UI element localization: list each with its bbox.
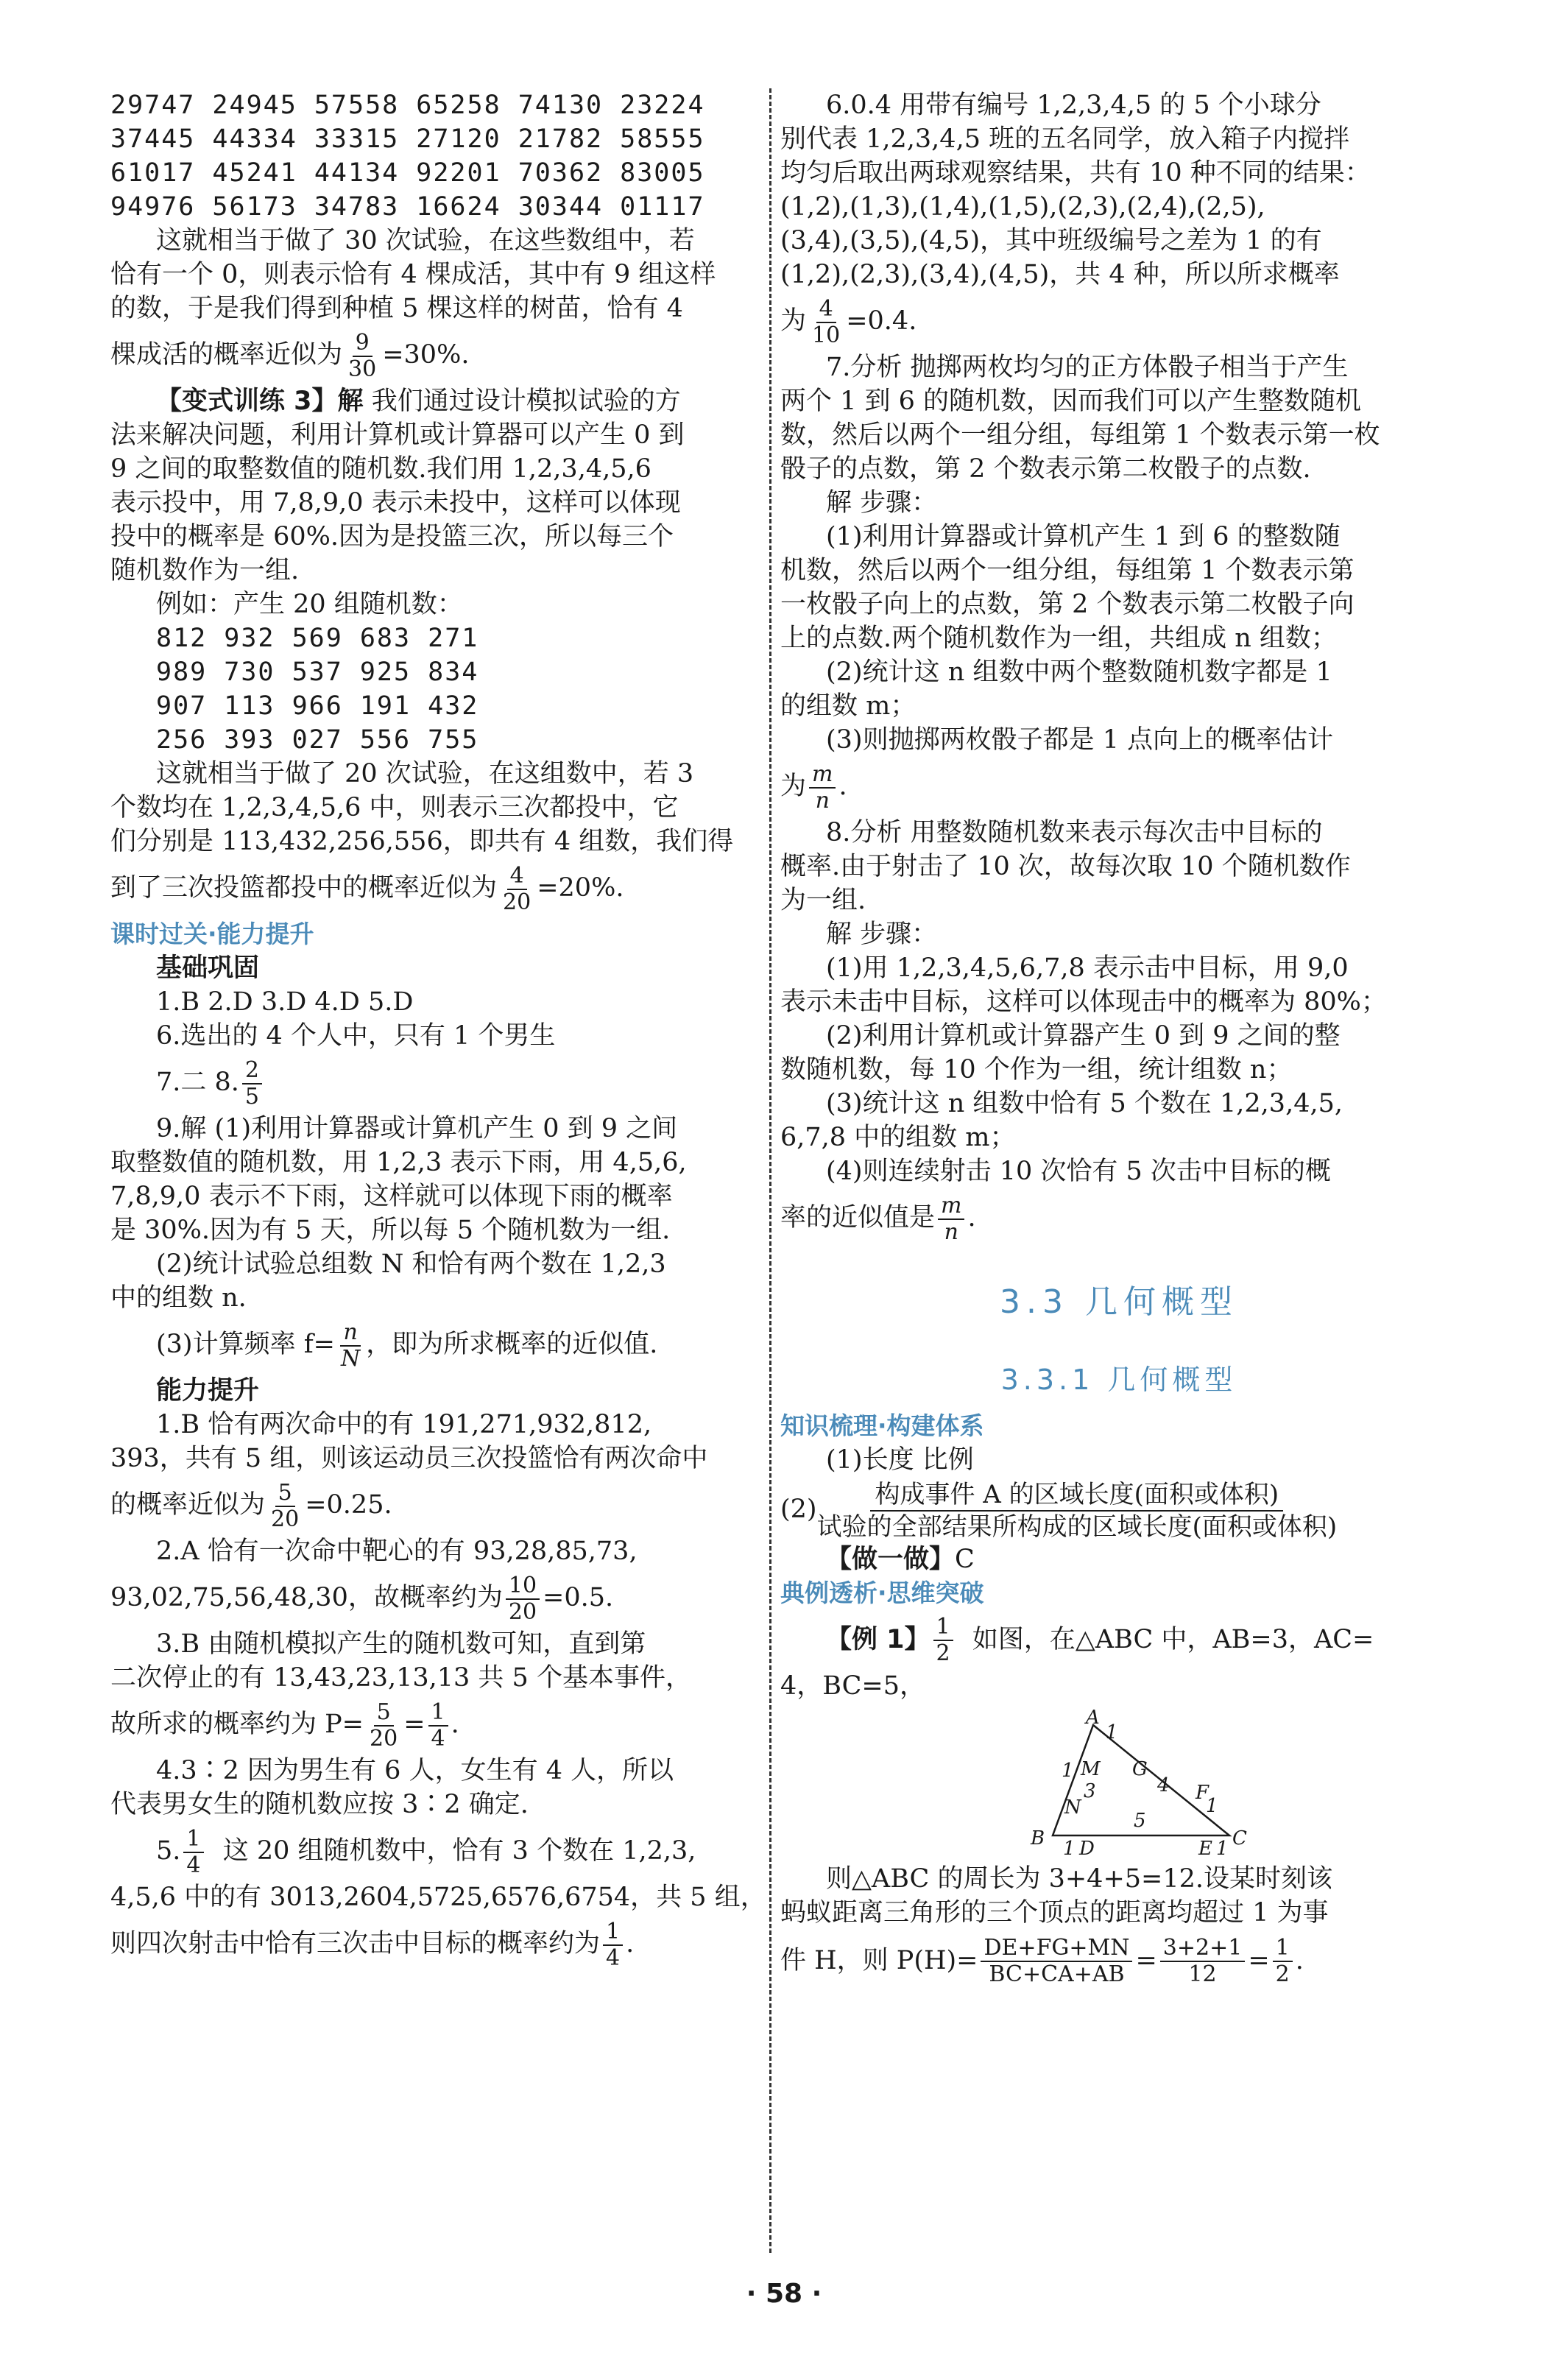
text-line: 两个 1 到 6 的随机数，因而我们可以产生整数随机 [780, 387, 1362, 416]
chapter-title: 3.3 几何概型 [1000, 1283, 1238, 1321]
fraction: $\frac{4}{10}$ [812, 295, 841, 348]
text-line: 这就相当于做了 30 次试验，在这些数组中，若 [156, 226, 695, 255]
text-line: 棵成活的概率近似为 $\frac{9}{30}$ =30%. [110, 329, 470, 382]
segment-label: 1 [1106, 1721, 1118, 1743]
segment-label: 1 [1063, 1837, 1076, 1860]
text-line: 一枚骰子向上的点数，第 2 个数表示第二枚骰子向 [780, 590, 1355, 619]
text-line: 故所求的概率约为 P= $\frac{5}{20}$ = $\frac{1}{4}$ . [110, 1699, 459, 1752]
text-line: 法来解决问题，利用计算机或计算器可以产生 0 到 [110, 420, 685, 450]
text-line: 【例 1】 $\frac{1}{2}$ 如图，在△ABC 中，AB=3，AC= [826, 1614, 1374, 1666]
text-line: 个数均在 1,2,3,4,5,6 中，则表示三次都投中，它 [110, 793, 679, 822]
point-label-g: G [1132, 1757, 1148, 1780]
text-line: 【做一做】C [826, 1544, 975, 1574]
random-number-row: 37445 44334 33315 27120 21782 58555 [110, 124, 705, 154]
point-label-m: M [1081, 1757, 1101, 1780]
text-line: 恰有一个 0，则表示恰有 4 棵成活，其中有 9 组这样 [110, 260, 716, 289]
text-line: 4.3∶2 因为男生有 6 人，女生有 4 人，所以 [156, 1756, 674, 1785]
text-line: (4)则连续射击 10 次恰有 5 次击中目标的概 [826, 1157, 1331, 1186]
text-line: 6.0.4 用带有编号 1,2,3,4,5 的 5 个小球分 [826, 91, 1321, 120]
text-line: 解 步骤： [826, 920, 938, 949]
formula-line: (2) 构成事件 A 的区域长度(面积或体积) 试验的全部结果所构成的区域长度(面积或体积) [780, 1479, 1338, 1542]
text-line: (2)统计试验总组数 N 和恰有两个数在 1,2,3 [156, 1249, 666, 1279]
text-line: 4,5,6 中的有 3013,2604,5725,6576,6754，共 5 组， [110, 1883, 766, 1912]
fraction: $\frac{5}{20}$ [271, 1479, 300, 1532]
text-line: 蚂蚁距离三角形的三个顶点的距离均超过 1 为事 [780, 1897, 1329, 1928]
text-line: 的数，于是我们得到种植 5 棵这样的树苗，恰有 4 [110, 294, 683, 323]
text-line: (3)统计这 n 组数中恰有 5 个数在 1,2,3,4,5, [826, 1089, 1343, 1118]
text-line: 二次停止的有 13,43,23,13,13 共 5 个基本事件， [110, 1663, 691, 1693]
text-line: 别代表 1,2,3,4,5 班的五名同学，放入箱子内搅拌 [780, 124, 1350, 154]
text-line: (1)利用计算器或计算机产生 1 到 6 的整数随 [826, 522, 1341, 551]
text-line: 投中的概率是 60%.因为是投篮三次，所以每三个 [110, 522, 674, 551]
fraction: $\frac{DE+FG+MN}{BC+CA+AB}$ [981, 1936, 1132, 1987]
text-line: 7.分析 抛掷两枚均匀的正方体骰子相当于产生 [826, 353, 1349, 382]
text-line: 上的点数.两个随机数作为一组，共组成 n 组数； [780, 624, 1337, 653]
text-line: 4，BC=5， [780, 1671, 926, 1701]
text-line: 们分别是 113,432,256,556，即共有 4 组数，我们得 [110, 827, 734, 856]
section-title: 3.3.1 几何概型 [1000, 1364, 1237, 1396]
section-heading: 典例透析·思维突破 [780, 1578, 984, 1607]
text-line: 数随机数，每 10 个作为一组，统计组数 n； [780, 1055, 1293, 1085]
fraction: $\frac{5}{20}$ [370, 1699, 398, 1752]
right-column [780, 88, 1458, 1992]
subsection-heading: 能力提升 [156, 1376, 260, 1406]
text-line: 393，共有 5 组，则该运动员三次投篮恰有两次命中 [110, 1444, 708, 1473]
text-line: 这就相当于做了 20 次试验，在这组数中，若 3 [156, 759, 694, 789]
vertex-label-a: A [1086, 1706, 1100, 1729]
random-number-row: 29747 24945 57558 65258 74130 23224 [110, 91, 705, 120]
text-line: 的组数 m； [780, 691, 917, 721]
text-line: 骰子的点数，第 2 个数表示第二枚骰子的点数. [780, 454, 1311, 484]
text-line: 取整数值的随机数，用 1,2,3 表示下雨，用 4,5,6, [110, 1148, 687, 1177]
answer-line: 6.选出的 4 个人中，只有 1 个男生 [156, 1021, 556, 1051]
fraction: $\frac{10}{20}$ [506, 1573, 540, 1625]
fraction: 构成事件 A 的区域长度(面积或体积) 试验的全部结果所构成的区域长度(面积或体积) [816, 1479, 1338, 1542]
random-number-row: 94976 56173 34783 16624 30344 01117 [110, 192, 705, 222]
vertex-label-b: B [1031, 1827, 1045, 1849]
random-number-row: 812 932 569 683 271 [156, 624, 479, 653]
text-line: (3)计算频率 f= $\frac{n}{N}$ ，即为所求概率的近似值. [156, 1319, 658, 1372]
text-line: 数，然后以两个一组分组，每组第 1 个数表示第一枚 [780, 420, 1380, 450]
text-line: 6,7,8 中的组数 m； [780, 1123, 1016, 1152]
segment-label: 1 [1062, 1759, 1074, 1782]
text-line: 例如：产生 20 组随机数： [156, 590, 463, 619]
text-line: 率的近似值是 $\frac{m}{n}$ . [780, 1192, 976, 1245]
text-line: 为 $\frac{4}{10}$ =0.4. [780, 295, 917, 348]
section-heading: 知识梳理·构建体系 [780, 1411, 984, 1440]
point-label-d: D [1079, 1837, 1095, 1860]
text-line: 2.A 恰有一次命中靶心的有 93,28,85,73, [156, 1537, 638, 1566]
point-label-n: N [1064, 1796, 1081, 1819]
fraction: $\frac{3+2+1}{12}$ [1160, 1936, 1246, 1987]
text-line: 【变式训练 3】解 我们通过设计模拟试验的方 [156, 387, 681, 416]
text-line: 代表男女生的随机数应按 3∶2 确定. [110, 1790, 529, 1819]
text-line: 5. $\frac{1}{4}$ 这 20 组随机数中，恰有 3 个数在 1,2,3, [156, 1825, 696, 1878]
text-line: 概率.由于射击了 10 次，故每次取 10 个随机数作 [780, 852, 1351, 881]
text-line: 9 之间的取整数值的随机数.我们用 1,2,3,4,5,6 [110, 454, 651, 484]
text-line: 到了三次投篮都投中的概率近似为 $\frac{4}{20}$ =20%. [110, 862, 624, 915]
random-number-row: 61017 45241 44134 92201 70362 83005 [110, 158, 705, 188]
fraction: $\frac{m}{n}$ [809, 762, 836, 814]
segment-label: 1 [1206, 1794, 1218, 1817]
segment-label: 5 [1134, 1809, 1146, 1832]
answer-line: 7.二 8. $\frac{2}{5}$ [110, 1053, 758, 1112]
subsection-heading: 基础巩固 [156, 953, 260, 983]
text-line: 7,8,9,0 表示不下雨，这样就可以体现下雨的概率 [110, 1182, 673, 1211]
text-line: 解 步骤： [826, 488, 938, 518]
text-line: (3,4),(3,5),(4,5)，其中班级编号之差为 1 的有 [780, 226, 1322, 255]
text-line: 则四次射击中恰有三次击中目标的概率约为 $\frac{1}{4}$ . [110, 1918, 635, 1971]
random-number-row: 989 730 537 925 834 [156, 657, 479, 687]
triangle-diagram [1023, 1706, 1247, 1860]
segment-label: 4 [1157, 1774, 1170, 1796]
text-line: (2)统计这 n 组数中两个整数随机数字都是 1 [826, 657, 1332, 687]
text-line: (1)长度 比例 [826, 1445, 974, 1475]
text-line: 1.B 恰有两次命中的有 191,271,932,812, [156, 1410, 652, 1439]
text-line: (1,2),(2,3),(3,4),(4,5)，共 4 种，所以所求概率 [780, 260, 1340, 289]
fraction: $\frac{2}{5}$ [242, 1058, 262, 1110]
text-line: 为一组. [780, 886, 866, 915]
fraction: $\frac{4}{20}$ [503, 862, 532, 915]
text-line: (2)利用计算机或计算器产生 0 到 9 之间的整 [826, 1021, 1341, 1051]
segment-label: 3 [1084, 1780, 1096, 1802]
random-number-row: 907 113 966 191 432 [156, 691, 479, 721]
text-line: 是 30%.因为有 5 天，所以每 5 个随机数为一组. [110, 1216, 671, 1245]
point-label-f: F [1196, 1781, 1209, 1804]
section-heading: 课时过关·能力提升 [110, 920, 314, 948]
text-line: 3.B 由随机模拟产生的随机数可知，直到第 [156, 1629, 646, 1659]
vertex-label-c: C [1232, 1827, 1247, 1849]
text-line: 表示未击中目标，这样可以体现击中的概率为 80%； [780, 987, 1387, 1017]
text-line: 随机数作为一组. [110, 556, 300, 585]
text-line: 的概率近似为 $\frac{5}{20}$ =0.25. [110, 1479, 392, 1532]
text-line: (1)用 1,2,3,4,5,6,7,8 表示击中目标，用 9,0 [826, 953, 1349, 983]
text-line: 为 $\frac{m}{n}$ . [780, 761, 847, 814]
text-line: 表示投中，用 7,8,9,0 表示未投中，这样可以体现 [110, 488, 681, 518]
text-line: 9.解 (1)利用计算器或计算机产生 0 到 9 之间 [156, 1114, 678, 1143]
fraction: $\frac{m}{n}$ [938, 1193, 964, 1245]
formula-line: 件 H，则 P(H)= $\frac{DE+FG+MN}{BC+CA+AB}$ = $\frac{3+2+1}{12}$ = $\frac{1}{2}$ . [780, 1935, 1304, 1987]
point-label-e: E [1198, 1837, 1212, 1860]
fraction: $\frac{9}{30}$ [348, 329, 377, 382]
answer-line: 1.B 2.D 3.D 4.D 5.D [156, 987, 414, 1017]
page-number: · 58 · [746, 2279, 822, 2309]
random-number-row: 256 393 027 556 755 [156, 725, 479, 755]
text-line: 93,02,75,56,48,30，故概率约为 $\frac{10}{20}$ =0.5. [110, 1572, 614, 1625]
fraction: $\frac{n}{N}$ [340, 1319, 361, 1372]
text-line: 8.分析 用整数随机数来表示每次击中目标的 [826, 818, 1323, 847]
fraction: $\frac{1}{4}$ [183, 1827, 203, 1878]
fraction: $\frac{1}{2}$ [1273, 1936, 1293, 1987]
text-line: (1,2),(1,3),(1,4),(1,5),(2,3),(2,4),(2,5), [780, 192, 1265, 222]
left-column [110, 88, 766, 1973]
column-divider [769, 88, 771, 2253]
text-line: 均匀后取出两球观察结果，共有 10 种不同的结果： [780, 158, 1371, 188]
fraction: $\frac{1}{4}$ [603, 1919, 623, 1971]
fraction: $\frac{1}{2}$ [933, 1615, 953, 1666]
fraction: $\frac{1}{4}$ [428, 1700, 448, 1752]
segment-label: 1 [1216, 1837, 1229, 1860]
text-line: 机数，然后以两个一组分组，每组第 1 个数表示第 [780, 556, 1355, 585]
text-line: 中的组数 n. [110, 1283, 247, 1313]
text-line: (3)则抛掷两枚骰子都是 1 点向上的概率估计 [826, 725, 1334, 755]
text-line: 则△ABC 的周长为 3+4+5=12.设某时刻该 [826, 1863, 1333, 1894]
